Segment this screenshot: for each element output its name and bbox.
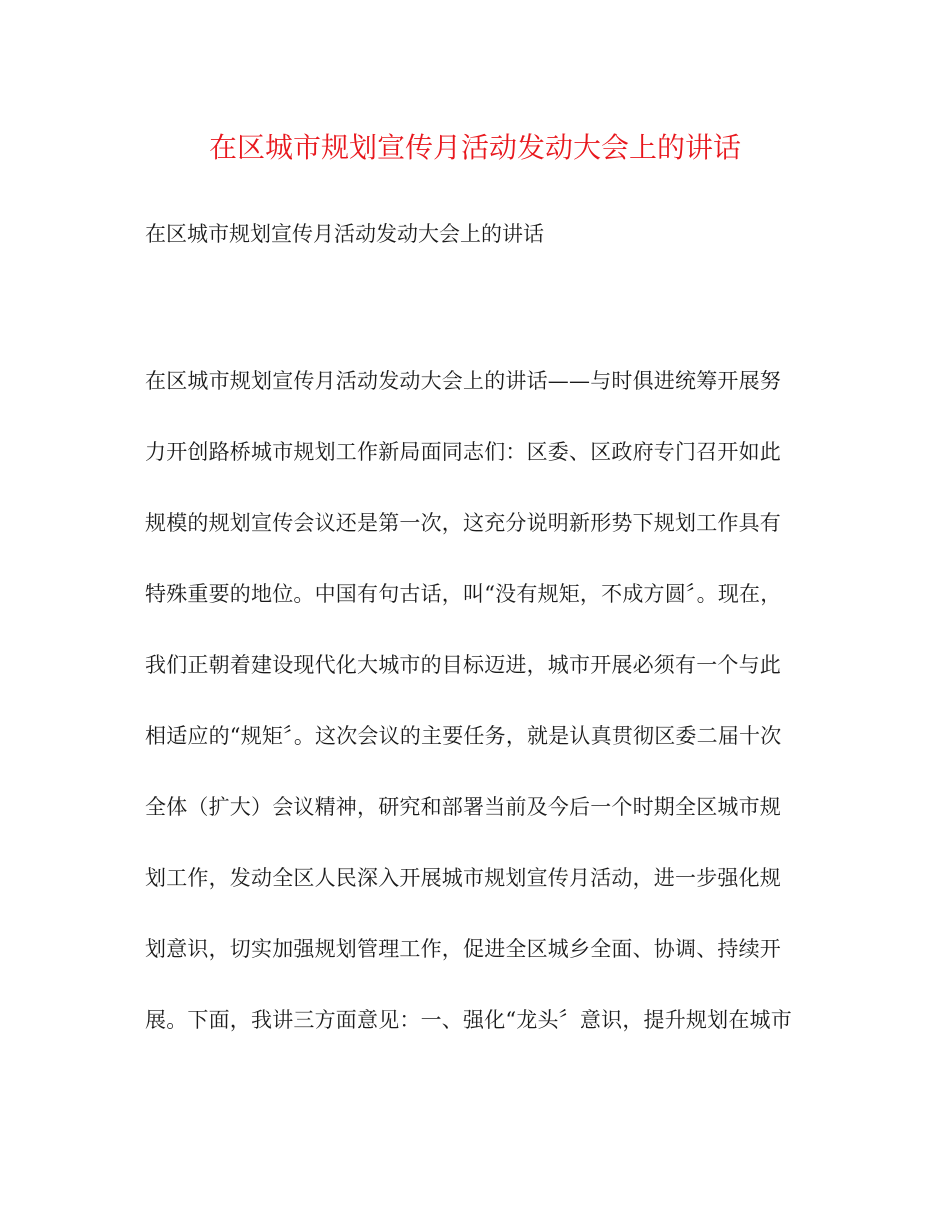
body-line: 划工作，发动全区人民深入开展城市规划宣传月活动，进一步强化规 [145,866,781,890]
body-line: 在区城市规划宣传月活动发动大会上的讲话——与时俱进统筹开展努 [145,369,781,393]
body-line: 展。下面，我讲三方面意见：一、强化“龙头〞意识，提升规划在城市 [145,1008,792,1032]
body-line: 力开创路桥城市规划工作新局面同志们：区委、区政府专门召开如此 [145,440,781,464]
document-subtitle: 在区城市规划宣传月活动发动大会上的讲话 [145,222,544,246]
body-line: 划意识，切实加强规划管理工作，促进全区城乡全面、协调、持续开 [145,937,781,961]
document-title: 在区城市规划宣传月活动发动大会上的讲话 [208,131,741,164]
body-line: 相适应的“规矩〞。这次会议的主要任务，就是认真贯彻区委二届十次 [145,724,782,748]
body-line: 全体（扩大）会议精神，研究和部署当前及今后一个时期全区城市规 [145,795,781,819]
body-line: 规模的规划宣传会议还是第一次，这充分说明新形势下规划工作具有 [145,511,781,535]
document-body [145,365,810,1075]
body-line: 我们正朝着建设现代化大城市的目标迈进，城市开展必须有一个与此 [145,653,781,677]
body-line: 特殊重要的地位。中国有句古话，叫“没有规矩，不成方圆〞。现在， [145,582,782,606]
